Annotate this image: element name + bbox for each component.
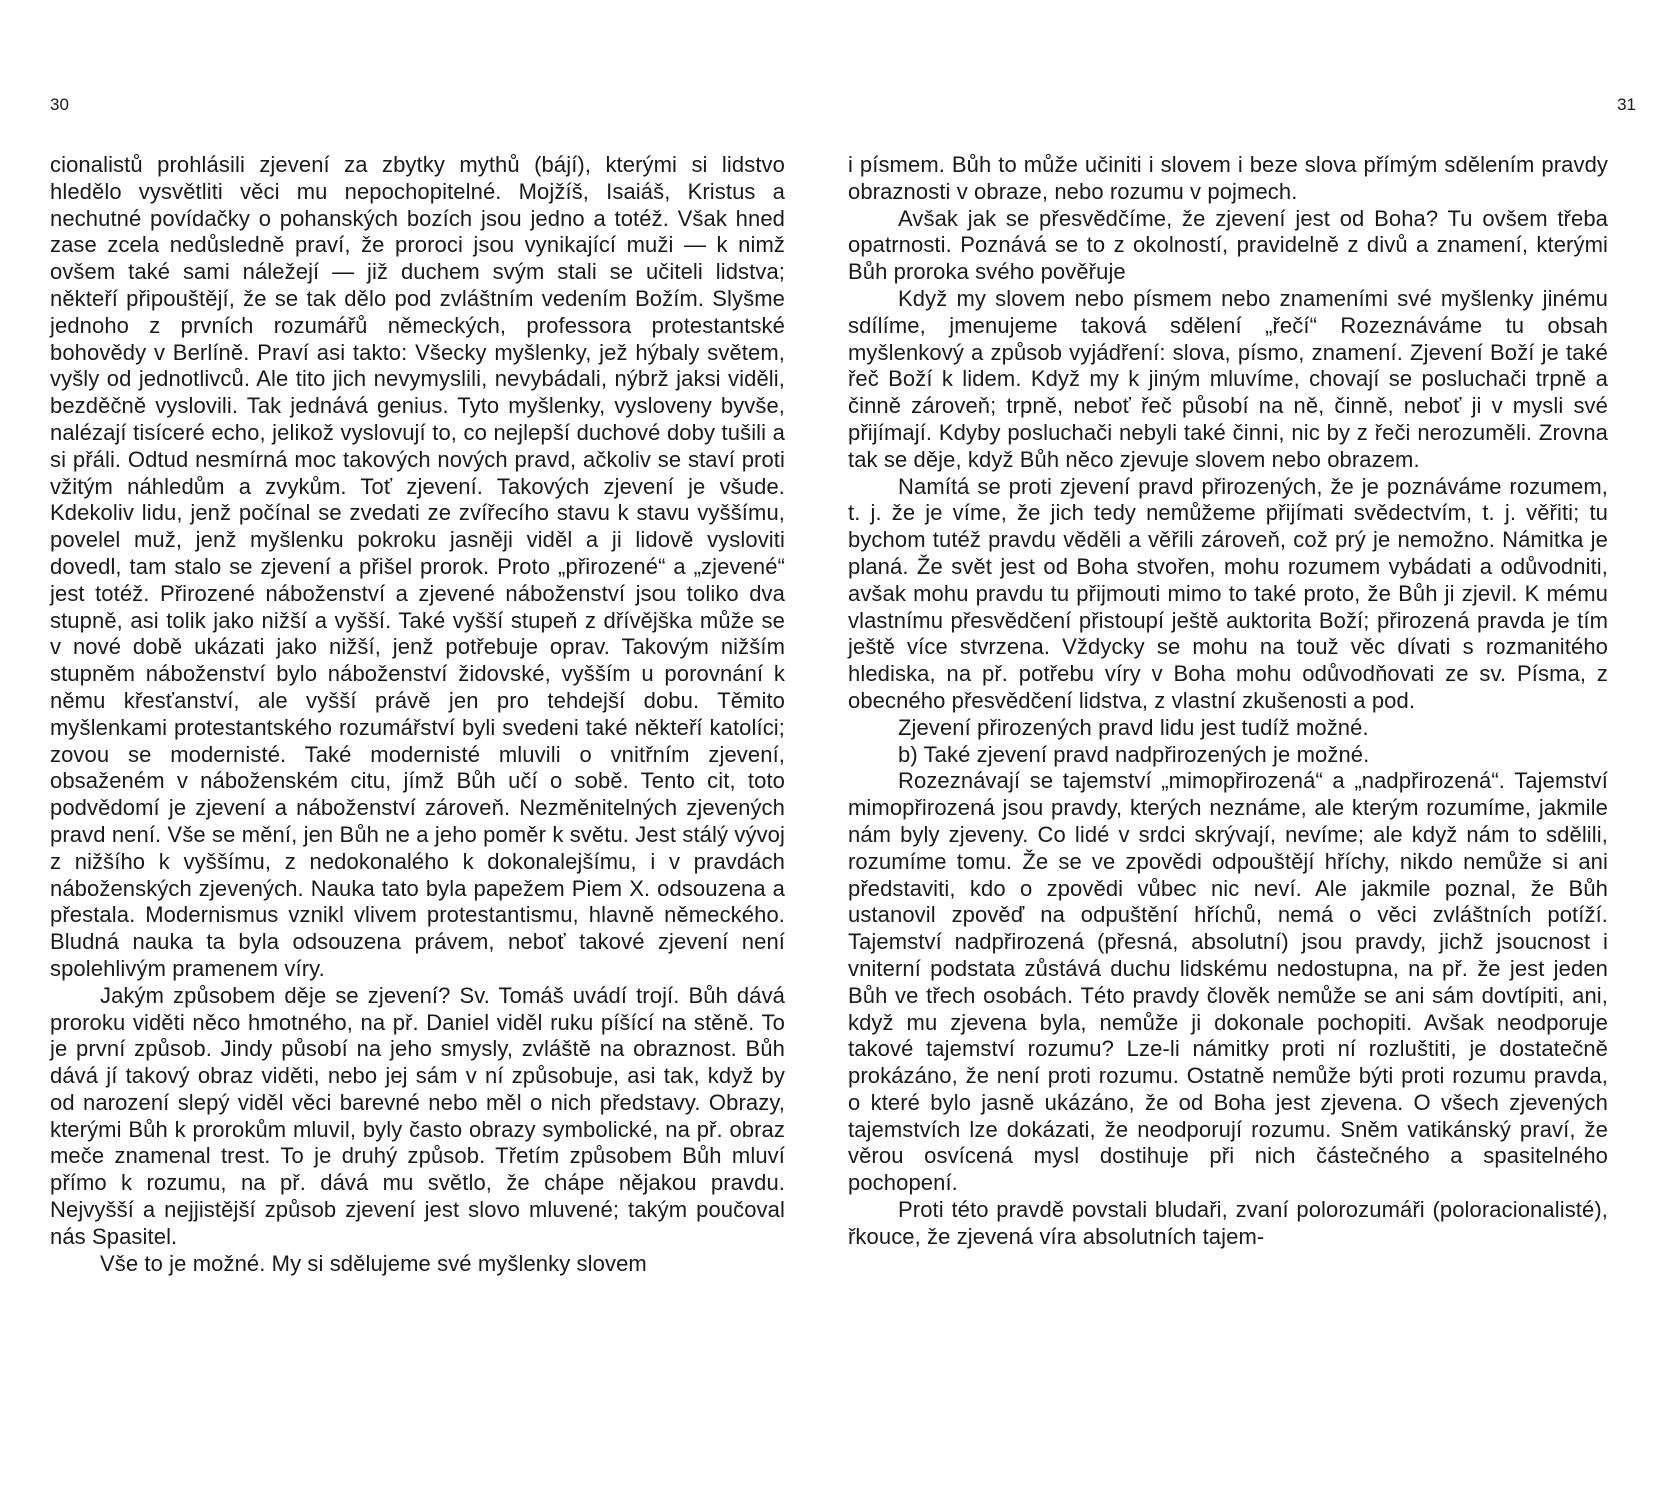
paragraph: Avšak jak se přesvědčíme, že zjevení jest od Boha? Tu ovšem třeba opatrnosti. Poznává se to z okolností, pravidelně z divů a znamení, kterými Bůh proroka svého pověřuje bbox=[848, 205, 1608, 285]
paragraph: Zjevení přirozených pravd lidu jest tudíž možné. bbox=[898, 714, 1369, 740]
page-text bbox=[50, 152, 785, 1277]
paragraph: Když my slovem nebo písmem nebo znameními své myšlenky jinému sdílíme, jmenujeme taková sdělení „řečí“ Rozeznáváme tu obsah myšlenkový a způsob vyjádření: slova, písmo, znamení. Zjevení Boží je také řeč Boží k lidem. Když my k jiným mluvíme, chovají se posluchači trpně a činně zároveň; trpně, neboť řeč působí na ně, činně, neboť ji v mysli své přijímají. Kdyby posluchači nebyli také činni, nic by z řeči nerozuměli. Zrovna tak se děje, když Bůh něco zjevuje slovem nebo obrazem. bbox=[848, 285, 1608, 472]
paragraph: Proti této pravdě povstali bludaři, zvaní polorozumáři (poloracionalisté), řkouce, že zjevená víra absolutních tajem- bbox=[848, 1197, 1608, 1249]
right-page bbox=[836, 0, 1672, 1500]
paragraph: Jakým způsobem děje se zjevení? Sv. Tomáš uvádí trojí. Bůh dává proroku viděti něco hmotného, na př. Daniel viděl ruku píšící na stěně. To je první způsob. Jindy působí na jeho smysly, zvláště na obraznost. Bůh dává jí takový obraz viděti, nebo jej sám v ní způsobuje, asi tak, když by od narození slepý viděl věci barevné nebo měl o nich představy. Obrazy, kterými Bůh k prorokům mluvil, byly často obrazy symbolické, na př. obraz meče znamenal trest. To je druhý způsob. Třetím způsobem Bůh mluví přímo k rozumu, na př. dává mu světlo, že chápe nějakou pravdu. Nejvyšší a nejjistější způsob zjevení jest slovo mluvené; takým poučoval nás Spasitel. bbox=[50, 982, 785, 1249]
page-number: 31 bbox=[1617, 95, 1636, 114]
paragraph: i písmem. Bůh to může učiniti i slovem i beze slova přímým sdělením pravdy obraznosti v obraze, nebo rozumu v pojmech. bbox=[848, 152, 1608, 204]
paragraph: Rozeznávají se tajemství „mimopřirozená“ a „nadpřirozená“. Tajemství mimopřirozená jsou pravdy, kterých neznáme, ale kterým rozumíme, jakmile nám byly zjeveny. Co lidé v srdci skrývají, nevíme; ale když nám to sdělili, rozumíme tomu. Že se ve zpovědi odpouštějí hříchy, nikdo nemůže si ani představiti, kdo o zpovědi vůbec nic neví. Ale jakmile poznal, že Bůh ustanovil zpověď na odpuštění hříchů, nemá o věci zvláštních potíží. Tajemství nadpřirozená (přesná, absolutní) jsou pravdy, jichž jsoucnost i vniterní podstata zůstává duchu lidskému nedostupna, na př. že jest jeden Bůh ve třech osobách. Této pravdy člověk nemůže se ani sám dovtípiti, ani, když mu zjevena byla, nemůže ji dokonale pochopiti. Avšak neodporuje takové tajemství rozumu? Lze-li námitky proti ní rozluštiti, je dostatečně prokázáno, že není proti rozumu. Ostatně nemůže býti proti rozumu pravda, o které bylo jasně ukázáno, že od Boha jest zjevena. O všech zjevených tajemstvích lze dokázati, že neodporují rozumu. Sněm vatikánský praví, že věrou osvícená mysl dostihuje při nich částečného a spasitelného pochopení. bbox=[848, 768, 1608, 1196]
page-number: 30 bbox=[50, 95, 69, 114]
paragraph: Vše to je možné. My si sdělujeme své myšlenky slovem bbox=[100, 1250, 647, 1276]
page-text bbox=[848, 152, 1608, 1251]
paragraph: b) Také zjevení pravd nadpřirozených je možné. bbox=[898, 741, 1370, 767]
paragraph: Namítá se proti zjevení pravd přirozených, že je poznáváme rozumem, t. j. že je víme, že jich tedy nemůžeme přijímati svědectvím, t. j. věřiti; tu bychom tutéž pravdu věděli a věřili zároveň, což prý je nemožno. Námitka je planá. Že svět jest od Boha stvořen, mohu rozumem vybádati a odůvodniti, avšak mohu pravdu tu přijmouti mimo to také proto, že Bůh ji zjevil. K mému vlastnímu přesvědčení přistoupí ještě auktorita Boží; přirozená pravda je tím ještě více stvrzena. Vždycky se mohu na touž věc dívati s rozmanitého hlediska, na př. potřebu víry v Boha mohu odůvodňovati ze sv. Písma, z obecného přesvědčení lidstva, z vlastní zkušenosti a pod. bbox=[848, 473, 1608, 713]
paragraph: cionalistů prohlásili zjevení za zbytky mythů (bájí), kterými si lidstvo hledělo vysvětliti věci mu nepochopitelné. Mojžíš, Isaiáš, Kristus a nechutné povídačky o pohanských bozích jsou jedno a totéž. Však hned zase zcela nedůsledně praví, že proroci jsou vynikající muži — k nimž ovšem také sami náležejí — již duchem svým stali se učiteli lidstva; někteří připouštějí, že se tak dělo pod zvláštním vedením Božím. Slyšme jednoho z prvních rozumářů německých, professora protestantské bohovědy v Berlíně. Praví asi takto: Všecky myšlenky, jež hýbaly světem, vyšly od jednotlivců. Ale tito jich nevymyslili, nevybádali, nýbrž jaksi viděli, bezděčně vyslovili. Tak jednává genius. Tyto myšlenky, vysloveny byvše, nalézají tisíceré echo, jelikož vyslovují to, co nejlepší duchové doby tušili a si přáli. Odtud nesmírná moc takových nových pravd, ačkoliv se staví proti vžitým náhledům a zvykům. Toť zjevení. Takových zjevení je všude. Kdekoliv lidu, jenž počínal se zvedati ze zvířecího stavu k stavu vyššímu, povelel muž, jenž myšlenku pokroku jasněji viděl a ji lidově vysloviti dovedl, tam stalo se zjevení a přišel prorok. Proto „přirozené“ a „zjevené“ jest totéž. Přirozené náboženství a zjevené náboženství jsou toliko dva stupně, asi tolik jako nižší a vyšší. Také vyšší stupeň z dřívějška může se v nové době ukázati jako nižší, jenž potřebuje oprav. Takovým nižším stupněm náboženství bylo náboženství židovské, vyšším u porovnání k němu křesťanství, ale vyšší právě jen pro tehdejší dobu. Těmito myšlenkami protestantského rozumářství byli svedeni také někteří katolíci; zovou se modernisté. Také modernisté mluvili o vnitřním zjevení, obsaženém v náboženském citu, jímž Bůh učí o sobě. Tento cit, toto podvědomí je zjevení a náboženství zároveň. Nezměnitelných zjevených pravd není. Vše se mění, jen Bůh ne a jeho poměr k světu. Jest stálý vývoj z nižšího k vyššímu, z nedokonalého k dokonalejšímu, i v pravdách náboženských zjevených. Nauka tato byla papežem Piem X. odsouzena a přestala. Modernismus vznikl vlivem protestantismu, hlavně německého. Bludná nauka ta byla odsouzena právem, neboť takové zjevení není spolehlivým pramenem víry. bbox=[50, 152, 785, 981]
